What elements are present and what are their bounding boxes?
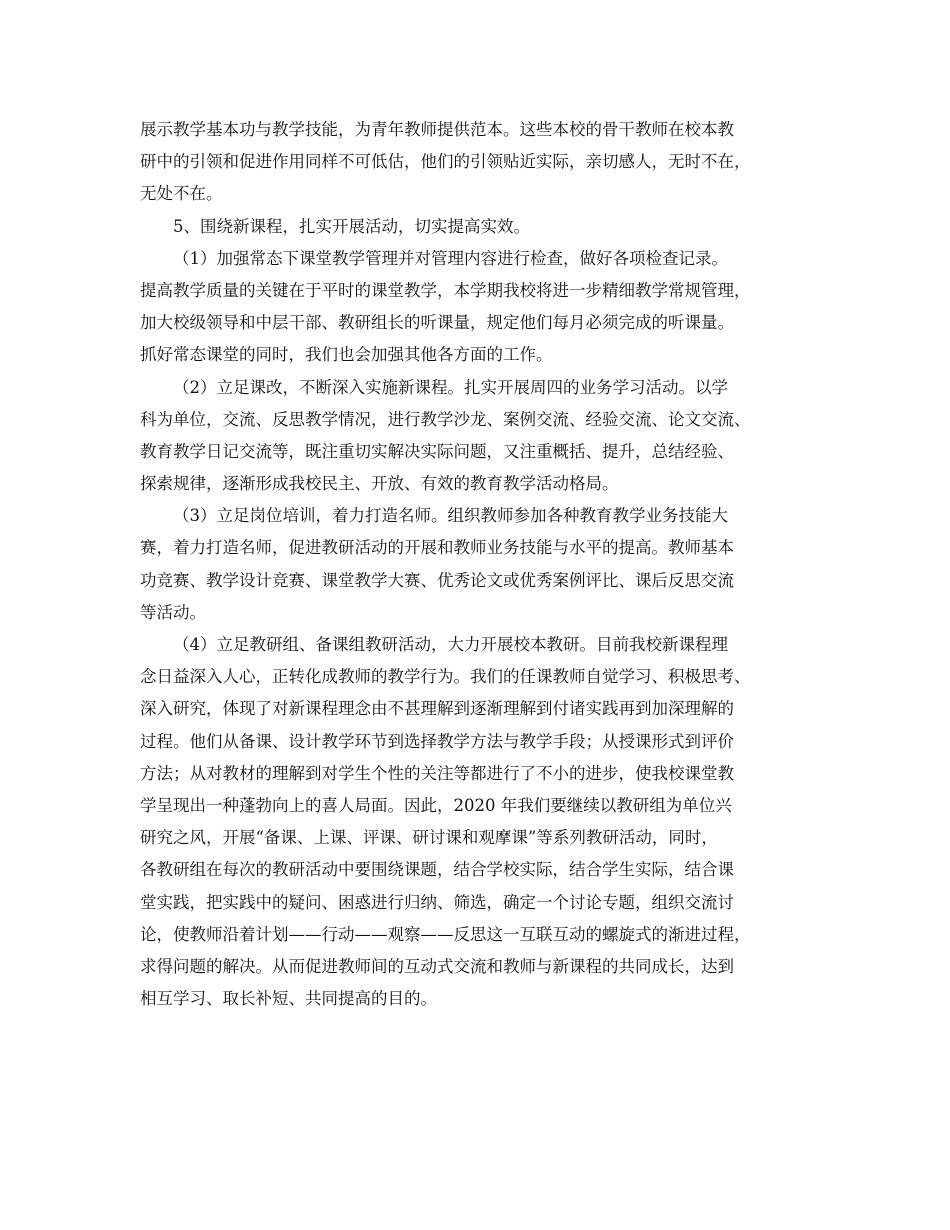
text-line: 功竞赛、教学设计竞赛、课堂教学大赛、优秀论文或优秀案例评比、课后反思交流 (140, 570, 734, 590)
text-line: 提高教学质量的关键在于平时的课堂教学，本学期我校将进一步精细教学常规管理， (140, 280, 751, 300)
text-line: 展示教学基本功与教学技能，为青年教师提供范本。这些本校的骨干教师在校本教 (140, 120, 734, 139)
text-line: 教育教学日记交流等，既注重切实解决实际问题，又注重概括、提升，总结经验、 (140, 441, 734, 461)
text-line: 堂实践，把实践中的疑问、困惑进行归纳、筛选，确定一个讨论专题，组织交流讨 (140, 892, 734, 912)
text-line: 学呈现出一种蓬勃向上的喜人局面。因此，2020 年我们要继续以教研组为单位兴 (140, 795, 732, 815)
text-line: 抓好常态课堂的同时，我们也会加强其他各方面的工作。 (140, 345, 553, 365)
text-line: 加大校级领导和中层干部、教研组长的听课量，规定他们每月必须完成的听课量。 (140, 313, 734, 333)
text-line: （1）加强常态下课堂教学管理并对管理内容进行检查，做好各项检查记录。 (173, 248, 728, 268)
text-line: 各教研组在每次的教研活动中要围绕课题，结合学校实际，结合学生实际，结合课 (140, 860, 734, 880)
text-line: 过程。他们从备课、设计教学环节到选择教学方法与教学手段；从授课形式到评价 (140, 731, 734, 751)
text-line: 求得问题的解决。从而促进教师间的互动式交流和教师与新课程的共同成长，达到 (140, 956, 734, 976)
document-body (140, 114, 830, 1015)
text-line: 论，使教师沿着计划——行动——观察——反思这一互联互动的螺旋式的渐进过程， (140, 924, 751, 944)
text-line: 研中的引领和促进作用同样不可低估，他们的引领贴近实际，亲切感人，无时不在， (140, 152, 751, 172)
text-line: 方法；从对教材的理解到对学生个性的关注等都进行了不小的进步，使我校课堂教 (140, 763, 734, 783)
text-line: 相互学习、取长补短、共同提高的目的。 (140, 989, 437, 1009)
text-line: 5、围绕新课程，扎实开展活动，切实提高实效。 (173, 216, 530, 236)
text-line: （2）立足课改，不断深入实施新课程。扎实开展周四的业务学习活动。以学 (173, 377, 728, 397)
text-line: 赛，着力打造名师，促进教研活动的开展和教师业务技能与水平的提高。教师基本 (140, 538, 734, 558)
text-line: （4）立足教研组、备课组教研活动，大力开展校本教研。目前我校新课程理 (173, 635, 728, 654)
text-line: 深入研究，体现了对新课程理念由不甚理解到逐渐理解到付诸实践再到加深理解的 (140, 699, 734, 719)
text-line: 等活动。 (140, 602, 206, 622)
text-line: 科为单位，交流、反思教学情况，进行教学沙龙、案例交流、经验交流、论文交流、 (140, 409, 751, 429)
text-line: 念日益深入人心，正转化成教师的教学行为。我们的任课教师自觉学习、积极思考、 (140, 667, 751, 687)
text-line: （3）立足岗位培训，着力打造名师。组织教师参加各种教育教学业务技能大 (173, 506, 728, 526)
text-line: 探索规律，逐渐形成我校民主、开放、有效的教育教学活动格局。 (140, 474, 619, 494)
text-line: 研究之风，开展“备课、上课、评课、研讨课和观摩课”等系列教研活动，同时， (140, 828, 718, 848)
text-line: 无处不在。 (140, 184, 223, 204)
